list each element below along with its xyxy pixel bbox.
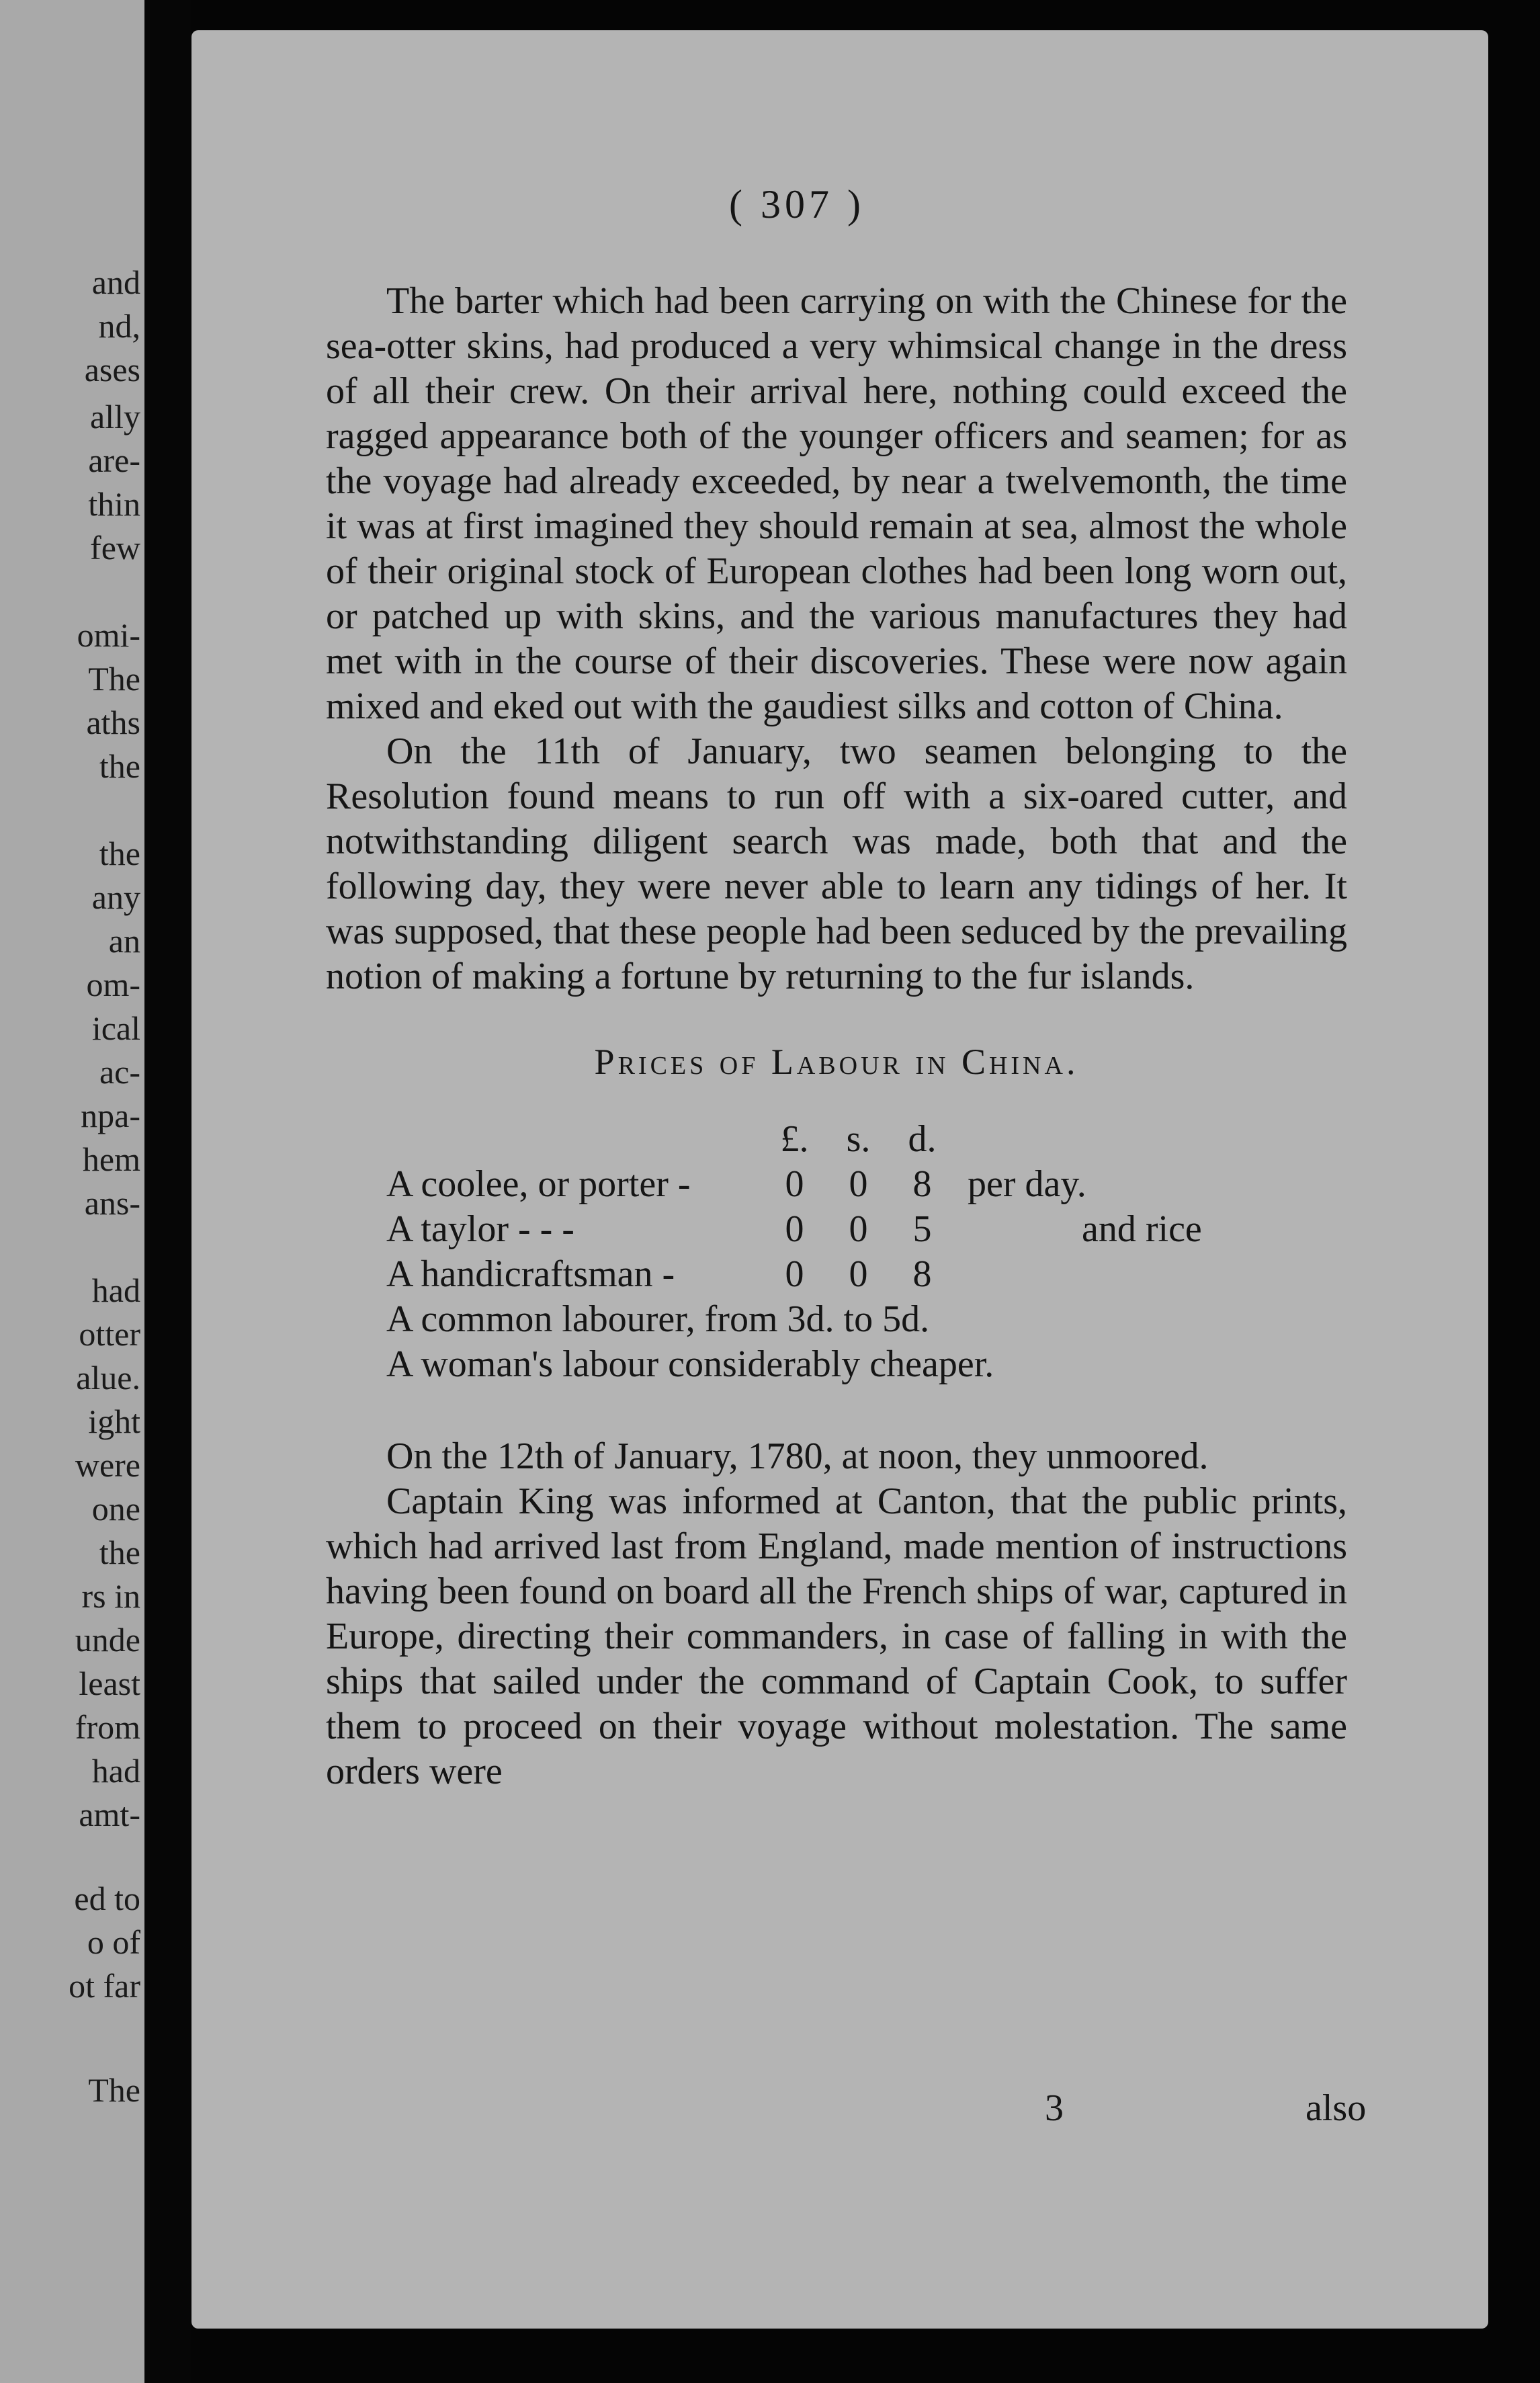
price-note: and rice	[1082, 1208, 1202, 1250]
left-page-line: were	[75, 1446, 140, 1484]
catchword: also	[1306, 2087, 1367, 2129]
price-pounds: 0	[785, 1208, 804, 1250]
price-shillings: 0	[849, 1208, 868, 1250]
left-page-line: an	[108, 922, 140, 960]
left-page-line: had	[91, 1271, 140, 1309]
price-item: A taylor - - -	[386, 1208, 574, 1250]
left-page-line: alue.	[76, 1359, 140, 1396]
left-page-line: hem	[82, 1140, 140, 1178]
left-page-line: aths	[86, 704, 140, 741]
page-number: ( 307 )	[729, 182, 865, 226]
price-pounds: 0	[785, 1163, 804, 1205]
left-page-line: least	[79, 1665, 140, 1702]
price-row	[386, 1252, 1202, 1297]
left-page-line: npa-	[81, 1097, 140, 1134]
left-page-line: The	[88, 2071, 140, 2109]
price-pence: 8	[912, 1163, 932, 1205]
left-page-line: the	[99, 835, 140, 872]
left-page-line: ases	[84, 351, 140, 388]
section-heading: Prices of Labour in China.	[594, 1042, 1079, 1082]
left-page-line: and	[91, 263, 140, 301]
left-page-line: ac-	[99, 1053, 140, 1091]
left-page-line: thin	[88, 485, 140, 523]
left-page-line: are-	[88, 442, 140, 479]
paragraph-seamen-desert: On the 11th of January, two seamen belonging to the Resolution found means to run off with a six-oared cutter, and notwithstanding diligent search was made, both that and the following day, they were never able to learn any tidings of her. It was supposed, that these people had been seduced by the prevailing notion of making a fortune by returning to the fur islands.	[326, 730, 1347, 997]
left-page-line: ans-	[84, 1184, 140, 1222]
pence-header: d.	[908, 1118, 937, 1160]
left-page-line: nd,	[98, 307, 140, 345]
price-line-woman: A woman's labour considerably cheaper.	[386, 1343, 994, 1385]
price-item: A handicraftsman -	[386, 1253, 675, 1295]
left-page-line: omi-	[77, 616, 140, 654]
left-page-line: amt-	[79, 1796, 140, 1833]
book-page	[191, 30, 1488, 2329]
price-shillings: 0	[849, 1163, 868, 1205]
left-page-line: The	[88, 660, 140, 698]
price-pounds: 0	[785, 1253, 804, 1295]
paragraph-instructions: Captain King was informed at Canton, that the public prints, which had arrived last from England, made mention of instructions having been found on board all the French ships of war, captured in Europe, directing their commanders, in case of falling in with the ships that sailed under the command of Captain Cook, to suffer them to proceed on their voyage without molestation. The same orders were	[326, 1480, 1347, 1792]
left-page-line: o of	[87, 1923, 140, 1961]
left-page-fragment	[0, 0, 144, 2383]
price-row	[386, 1207, 1202, 1252]
price-note: per day.	[968, 1163, 1086, 1205]
left-page-line: ed to	[74, 1880, 140, 1917]
signature-mark: 3	[1045, 2087, 1064, 2129]
left-page-line: had	[91, 1752, 140, 1790]
left-page-line: rs in	[81, 1577, 140, 1615]
left-page-line: ight	[88, 1403, 140, 1440]
left-page-line: ot far	[69, 1967, 140, 2005]
price-row	[386, 1162, 1202, 1207]
price-pence: 8	[912, 1253, 932, 1295]
paragraph-unmoored: On the 12th of January, 1780, at noon, they unmoored.	[386, 1435, 1209, 1477]
shillings-header: s.	[846, 1118, 871, 1160]
prices-table	[386, 1117, 1202, 1297]
prices-header-row	[386, 1117, 1202, 1162]
price-pence: 5	[912, 1208, 932, 1250]
left-page-line: the	[99, 747, 140, 785]
left-page-line: om-	[86, 966, 140, 1003]
left-page-line: few	[90, 529, 140, 567]
paragraph-barter: The barter which had been carrying on with the Chinese for the sea-otter skins, had produced a very whimsical change in the dress of all their crew. On their arrival here, nothing could exceed the ragged appearance both of the younger officers and seamen; for as the voyage had already exceeded, by near a twelvemonth, the time it was at first imagined they should remain at sea, almost the whole of their original stock of European clothes had been long worn out, or patched up with skins, and the various manufactures they had met with in the course of their discoveries. These were now again mixed and eked out with the gaudiest silks and cotton of China.	[326, 280, 1347, 727]
left-page-line: the	[99, 1534, 140, 1571]
left-page-line: unde	[75, 1621, 140, 1659]
left-page-line: any	[91, 878, 140, 916]
left-page-line: otter	[79, 1315, 140, 1353]
price-note	[954, 1252, 1202, 1297]
price-item: A coolee, or porter -	[386, 1163, 691, 1205]
page-body	[326, 279, 1347, 1794]
left-page-line: ical	[91, 1009, 140, 1047]
left-page-line: from	[75, 1708, 140, 1746]
left-page-line: one	[91, 1490, 140, 1528]
pounds-header: £.	[780, 1118, 809, 1160]
price-line-labourer: A common labourer, from 3d. to 5d.	[386, 1298, 930, 1340]
left-page-line: ally	[90, 398, 140, 435]
book-gutter	[144, 0, 191, 2383]
price-shillings: 0	[849, 1253, 868, 1295]
